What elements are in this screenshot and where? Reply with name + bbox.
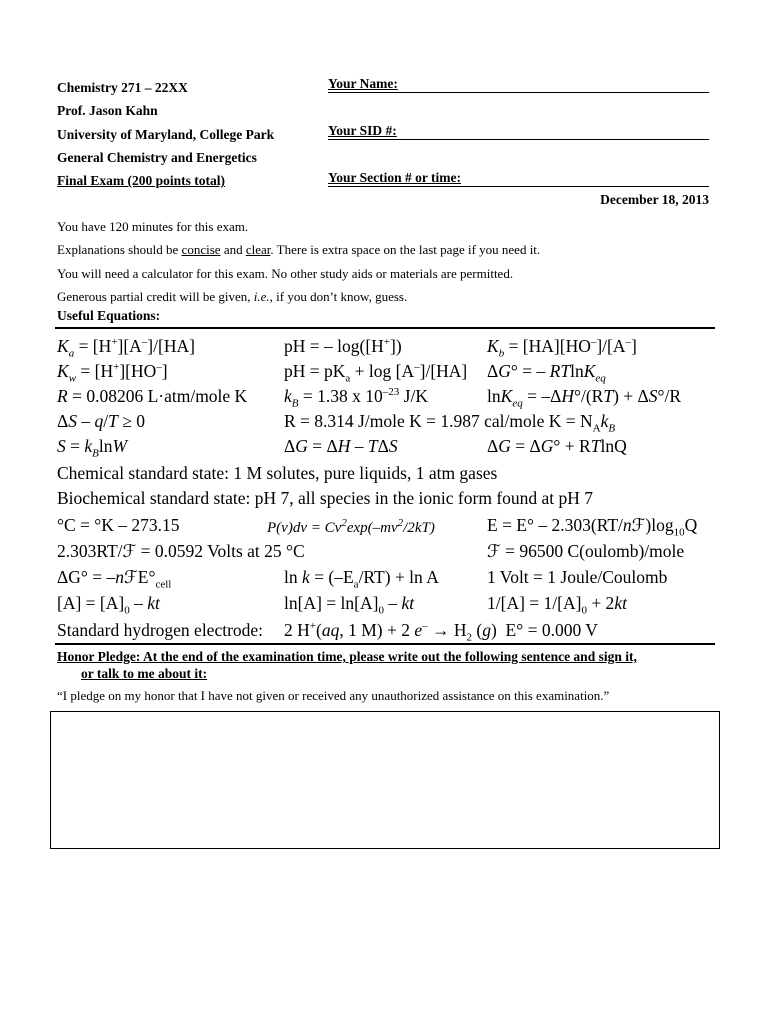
equation-dg-q: ΔG = ΔG° + RTlnQ (487, 436, 627, 456)
equation-second-order: $1/[A] = 1/[A]_0 + 2kt$ (487, 593, 627, 617)
equation-henderson: pH = $pK_a + \log [A^-]/[HA]$ (284, 361, 468, 385)
exam-date: December 18, 2013 (600, 192, 709, 207)
she-label: Standard hydrogen electrode: (57, 620, 264, 640)
honor-pledge-quote: “I pledge on my honor that I have not given or received any unauthorized assistance on this examination.” (57, 688, 610, 703)
equations-title: Useful Equations: (57, 308, 161, 323)
equation-kw: $K_w = [H^+][HO^-]$ (57, 361, 168, 385)
equation-she: 2 H+(aq, 1 M) + 2 $e^- \to H_2$ (g) E° = 0.000 V (284, 620, 598, 644)
equation-nernst: $E = E^\circ - 2.303(RT/nℱ)\log_{10}Q$ (487, 515, 698, 539)
equation-arrhenius: $\ln k = (-E_a/RT) + \ln A$ (284, 567, 439, 591)
equation-faraday: ℱ = 96500 C(oulomb)/mole (487, 541, 685, 561)
chemical-standard-state: Chemical standard state: 1 M solutes, pure liquids, 1 atm gases (57, 463, 498, 483)
equation-van-t-hoff: lnK$_{eq}$ = –ΔH°/(RT) + ΔS°/R (487, 386, 682, 410)
sid-label: Your SID #: (328, 123, 397, 138)
name-field[interactable] (328, 76, 709, 93)
equation-dg-standard: ΔG° = – RTlnK$_{eq}$ (487, 361, 606, 385)
instruction-text: Generous partial credit will be given, (57, 288, 254, 304)
equation-first-order: $\ln[A] = \ln[A]_0$ – kt (284, 593, 415, 617)
equation-clausius: ΔS – q/T ≥ 0 (57, 411, 145, 431)
course-info (57, 76, 332, 192)
course-title: Chemistry 271 – 22XX (57, 80, 188, 95)
equation-boltzmann-entropy: $S = k_B\ln W$ (57, 436, 128, 460)
university-name: University of Maryland, College Park (57, 126, 275, 142)
instruction-concise: concise (181, 242, 221, 258)
name-label: Your Name: (328, 76, 398, 91)
instruction-text: and (220, 242, 246, 258)
equation-dg-cell: $\Delta G^\circ = -nℱE^\circ_{cell}$ (57, 567, 172, 591)
instruction-calculator: You will need a calculator for this exam. No other study aids or materials are permitted. (57, 265, 514, 281)
honor-pledge-line2: or talk to me about it: (81, 666, 208, 681)
equation-ph: pH = – log([H+]) (284, 336, 402, 356)
equation-celsius-kelvin: °C = °K – 273.15 (57, 515, 180, 535)
equation-kb: $K_b = [HA][HO^-]/[A^-]$ (487, 336, 637, 360)
instruction-text: , if you don’t know, guess. (269, 288, 408, 304)
equation-gibbs: ΔG = ΔH – TΔS (284, 436, 398, 456)
equation-maxwell: $P(v)dv = Cv^2\exp(-mv^2/2kT)$ (267, 517, 435, 536)
instruction-ie: i.e. (253, 288, 270, 304)
biochemical-standard-state: Biochemical standard state: pH 7, all species in the ionic form found at pH 7 (57, 488, 594, 508)
instruction-explanations (57, 238, 540, 261)
instruction-text: . There is extra space on the last page if you need it. (270, 242, 541, 258)
section-label: Your Section # or time: (328, 170, 461, 185)
section-field[interactable] (328, 170, 709, 187)
instruction-credit (57, 285, 540, 308)
equations-top-rule (55, 327, 715, 329)
equation-r-latm: R = 0.08206 L·atm/mole K (57, 386, 248, 406)
equations-bottom-rule (55, 643, 715, 645)
signature-box[interactable] (50, 711, 720, 849)
course-subject: General Chemistry and Energetics (57, 149, 257, 165)
equation-kb-boltzmann: $k_B = 1.38$ x $10^{-23}$ J/K (284, 386, 428, 410)
instruction-clear: clear (245, 242, 271, 258)
sid-field[interactable] (328, 123, 709, 140)
equation-volt: 1 Volt = 1 Joule/Coulomb (487, 567, 668, 587)
equation-nernst-constant: 2.303RT/ℱ = 0.0592 Volts at 25 °C (57, 541, 305, 561)
instruction-text: Explanations should be (57, 242, 182, 258)
exam-title: Final Exam (200 points total) (57, 173, 226, 189)
professor-name: Prof. Jason Kahn (57, 103, 158, 119)
instructions (57, 215, 540, 308)
equation-ka: $K_a = [H^+][A^-]/[HA]$ (57, 336, 195, 360)
honor-pledge (57, 648, 717, 682)
honor-pledge-line1: Honor Pledge: At the end of the examination time, please write out the following sentence and sign it, (57, 649, 637, 664)
instruction-time: You have 120 minutes for this exam. (57, 219, 249, 234)
equation-zero-order: $[A] = [A]_0$ – kt (57, 593, 160, 617)
equation-r-joule: R = 8.314 J/mole K = 1.987 cal/mole $K = N_Ak_B$ (284, 411, 616, 435)
